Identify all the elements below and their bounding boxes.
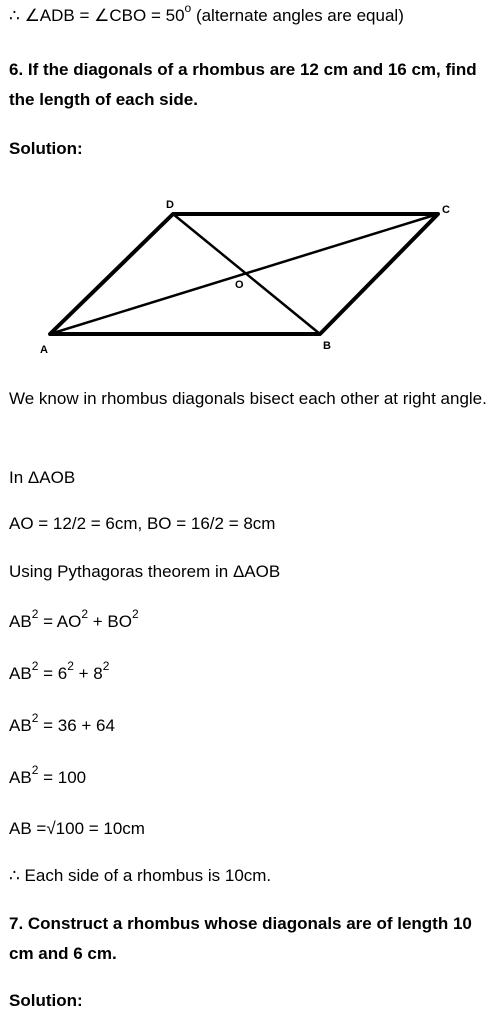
value-50: = 50 xyxy=(146,6,185,25)
angle-cbo: ∠CBO xyxy=(94,6,147,25)
eq4-rhs: = 100 xyxy=(38,768,87,787)
eq2-ab: AB xyxy=(9,664,32,683)
solution-label-2: Solution: xyxy=(9,991,83,1010)
equation-5: AB =√100 = 10cm xyxy=(9,819,145,838)
equation-1 xyxy=(9,607,139,632)
degree-sup: o xyxy=(184,1,192,16)
label-d: D xyxy=(166,199,174,211)
rhombus-figure xyxy=(0,190,498,365)
eq1-ao-sup: 2 xyxy=(81,607,89,622)
label-o: O xyxy=(235,279,244,291)
equation-4 xyxy=(9,763,87,788)
eq4-ab: AB xyxy=(9,768,32,787)
equation-3 xyxy=(9,711,115,736)
question-6: 6. If the diagonals of a rhombus are 12 cm and 16 cm, find the length of each side. xyxy=(9,60,477,109)
eq2-eight-sup: 2 xyxy=(102,659,110,674)
eq2-six: = 6 xyxy=(38,664,68,683)
pythagoras-intro: Using Pythagoras theorem in ΔAOB xyxy=(9,562,281,581)
diagonal-db xyxy=(173,214,320,334)
ao-bo-values: AO = 12/2 = 6cm, BO = 16/2 = 8cm xyxy=(9,514,276,533)
equals: = xyxy=(74,6,95,25)
angle-adb: ∠ADB xyxy=(24,6,75,25)
eq2-ab-sup: 2 xyxy=(31,659,39,674)
conclusion: ∴ Each side of a rhombus is 10cm. xyxy=(9,866,272,885)
eq2-six-sup: 2 xyxy=(67,659,74,674)
label-c: C xyxy=(442,204,450,216)
question-7: 7. Construct a rhombus whose diagonals are of length 10 cm and 6 cm. xyxy=(9,914,472,963)
label-b: B xyxy=(323,340,331,352)
alternate-angles-line xyxy=(9,1,404,26)
eq1-bo-sup: 2 xyxy=(132,607,139,622)
therefore-symbol: ∴ xyxy=(9,6,20,25)
eq3-ab: AB xyxy=(9,716,32,735)
eq3-ab-sup: 2 xyxy=(31,711,39,726)
equation-2 xyxy=(9,659,110,684)
label-a: A xyxy=(40,344,48,356)
eq1-ab: AB xyxy=(9,612,32,631)
diagonals-bisect-text: We know in rhombus diagonals bisect each other at right angle. xyxy=(9,389,487,408)
eq3-rhs: = 36 + 64 xyxy=(38,716,115,735)
eq2-eight: + 8 xyxy=(73,664,103,683)
alternate-angles-note: (alternate angles are equal) xyxy=(191,6,404,25)
eq1-ao: = AO xyxy=(38,612,82,631)
eq1-bo: + BO xyxy=(88,612,132,631)
eq1-ab-sup: 2 xyxy=(31,607,39,622)
solution-label: Solution: xyxy=(9,139,83,158)
in-triangle-aob: In ΔAOB xyxy=(9,468,76,487)
eq4-ab-sup: 2 xyxy=(31,763,39,778)
